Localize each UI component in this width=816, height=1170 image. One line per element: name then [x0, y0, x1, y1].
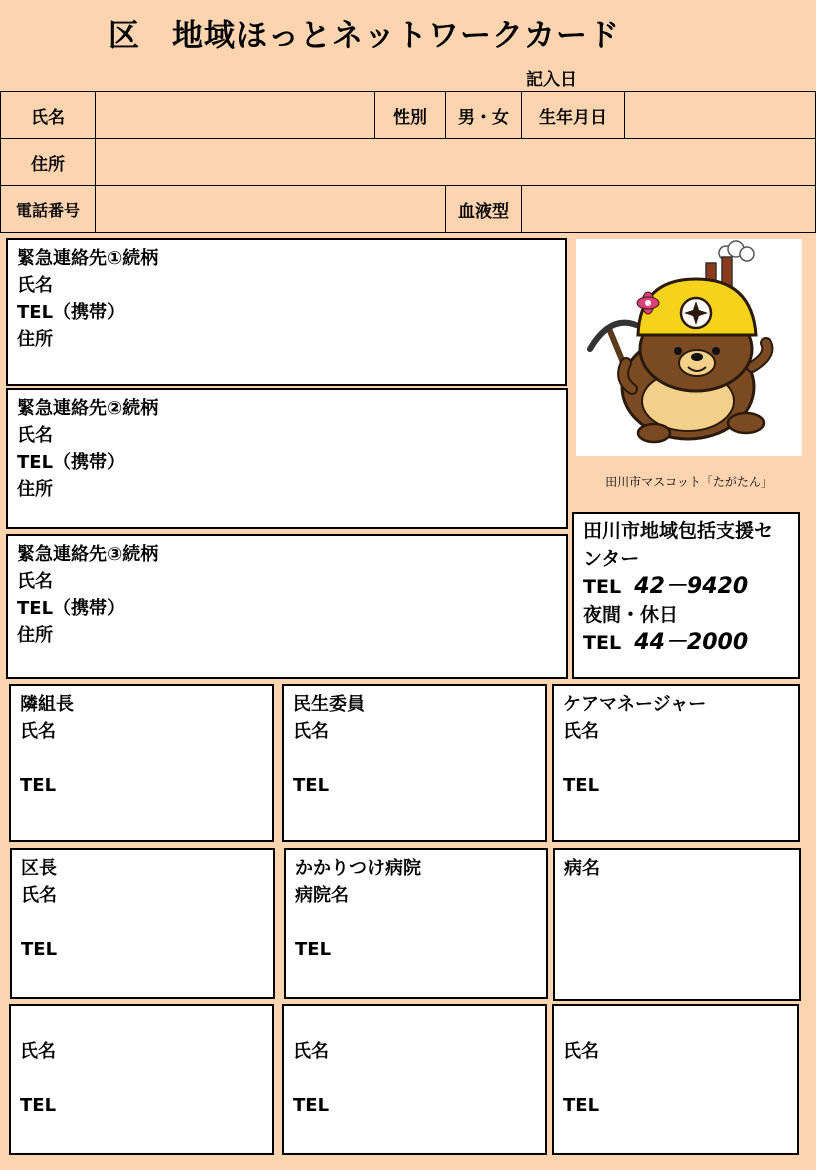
- card-title: 区 地域ほっとネットワークカード: [108, 18, 620, 54]
- extra-contact-2-name: 氏名: [293, 1041, 329, 1062]
- extra-contact-3-name: 氏名: [563, 1041, 599, 1062]
- name-label: 氏名: [1, 92, 96, 139]
- support-center-night-tel-label: TEL: [583, 632, 622, 654]
- support-center-tel[interactable]: 42－9420: [634, 574, 749, 599]
- personal-info-table: [0, 91, 816, 233]
- neighborhood-leader-title: 隣組長: [20, 694, 74, 715]
- welfare-commissioner-box[interactable]: [282, 684, 547, 842]
- emergency-2-tel: TEL（携帯）: [17, 452, 126, 473]
- support-center-tel-line: [583, 573, 789, 602]
- mascot-image: [576, 239, 802, 456]
- neighborhood-leader-box[interactable]: [9, 684, 274, 842]
- family-hospital-title: かかりつけ病院: [295, 858, 421, 879]
- mascot-caption: 田川市マスコット「たがたん」: [605, 475, 773, 489]
- extra-contact-3-tel: TEL: [563, 1095, 600, 1116]
- emergency-3-tel: TEL（携帯）: [17, 598, 126, 619]
- disease-name-box[interactable]: [553, 848, 801, 1001]
- extra-contact-2-box[interactable]: [282, 1004, 547, 1155]
- emergency-1-title: 緊急連絡先①続柄: [17, 248, 159, 269]
- welfare-commissioner-title: 民生委員: [293, 694, 365, 715]
- phone-row: [1, 186, 816, 233]
- address-row: [1, 139, 816, 186]
- emergency-3-title: 緊急連絡先③続柄: [17, 544, 159, 565]
- care-manager-name: 氏名: [563, 721, 599, 742]
- mascot-illustration-icon: [576, 239, 802, 456]
- neighborhood-leader-name: 氏名: [20, 721, 56, 742]
- birthdate-field[interactable]: [625, 92, 816, 139]
- emergency-1-address: 住所: [17, 329, 53, 350]
- extra-contact-1-tel: TEL: [20, 1095, 57, 1116]
- district-head-tel: TEL: [21, 939, 58, 960]
- district-head-name: 氏名: [21, 885, 57, 906]
- welfare-commissioner-tel: TEL: [293, 775, 330, 796]
- name-row: [1, 92, 816, 139]
- emergency-1-name: 氏名: [17, 275, 53, 296]
- emergency-2-address: 住所: [17, 479, 53, 500]
- disease-name-title: 病名: [564, 858, 600, 879]
- emergency-1-tel: TEL（携帯）: [17, 302, 126, 323]
- neighborhood-leader-tel: TEL: [20, 775, 57, 796]
- extra-contact-1-box[interactable]: [9, 1004, 274, 1155]
- support-center-tel-label: TEL: [583, 576, 622, 598]
- gender-label: 性別: [375, 92, 446, 139]
- emergency-3-address: 住所: [17, 625, 53, 646]
- district-head-title: 区長: [21, 858, 57, 879]
- emergency-contact-1[interactable]: [6, 238, 567, 386]
- phone-label: 電話番号: [1, 186, 96, 233]
- emergency-contact-2[interactable]: [6, 388, 568, 529]
- phone-field[interactable]: [96, 186, 446, 233]
- address-label: 住所: [1, 139, 96, 186]
- gender-options[interactable]: 男・女: [446, 92, 522, 139]
- support-center-night-tel[interactable]: 44－2000: [634, 630, 749, 655]
- family-hospital-box[interactable]: [284, 848, 548, 999]
- entry-date-label: 記入日: [526, 70, 577, 90]
- care-manager-title: ケアマネージャー: [563, 694, 707, 715]
- emergency-contact-3[interactable]: [6, 534, 568, 679]
- welfare-commissioner-name: 氏名: [293, 721, 329, 742]
- blood-type-label: 血液型: [446, 186, 522, 233]
- care-manager-tel: TEL: [563, 775, 600, 796]
- emergency-3-name: 氏名: [17, 571, 53, 592]
- support-center-night-tel-line: [583, 629, 789, 658]
- emergency-2-title: 緊急連絡先②続柄: [17, 398, 159, 419]
- extra-contact-1-name: 氏名: [20, 1041, 56, 1062]
- family-hospital-tel: TEL: [295, 939, 332, 960]
- family-hospital-name: 病院名: [295, 885, 349, 906]
- support-center-box: [572, 512, 800, 679]
- address-field[interactable]: [96, 139, 816, 186]
- care-manager-box[interactable]: [552, 684, 800, 842]
- birthdate-label: 生年月日: [522, 92, 625, 139]
- blood-type-field[interactable]: [522, 186, 816, 233]
- support-center-night-label: 夜間・休日: [583, 603, 679, 626]
- district-head-box[interactable]: [10, 848, 275, 999]
- emergency-2-name: 氏名: [17, 425, 53, 446]
- extra-contact-3-box[interactable]: [552, 1004, 799, 1155]
- name-field[interactable]: [96, 92, 375, 139]
- extra-contact-2-tel: TEL: [293, 1095, 330, 1116]
- support-center-name: 田川市地域包括支援センター: [583, 520, 774, 570]
